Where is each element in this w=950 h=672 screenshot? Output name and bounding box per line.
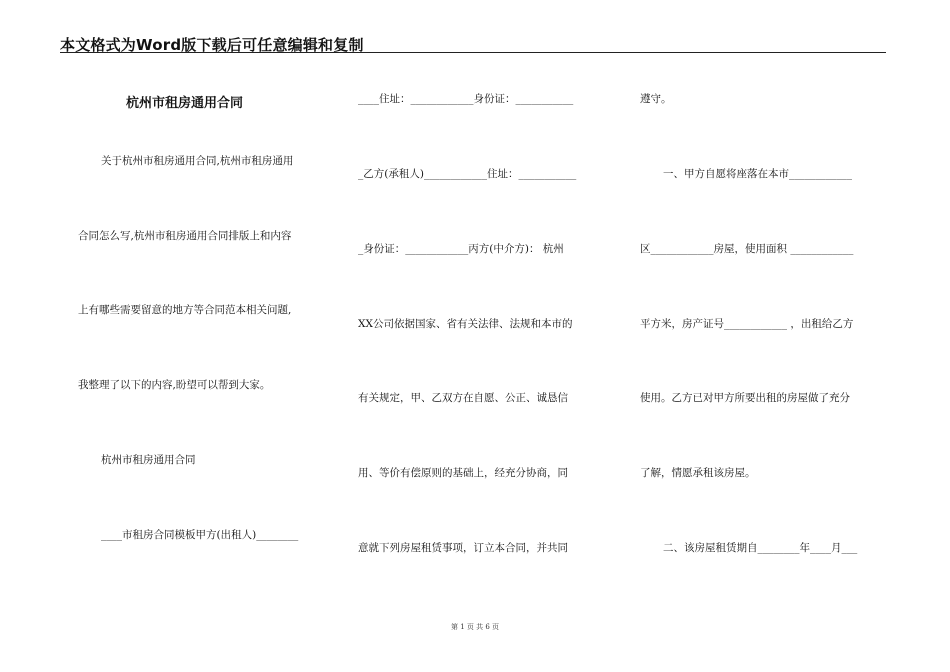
col3-line: 遵守。 (640, 93, 672, 105)
col1-line: 合同怎么写,杭州市租房通用合同排版上和内容 (78, 230, 292, 242)
col1-line: 上有哪些需要留意的地方等合同范本相关问题, (78, 304, 292, 316)
col3-line: 平方米，房产证号____________ ，出租给乙方 (640, 318, 854, 330)
col3-line: 区____________房屋，使用面积 ____________ (640, 243, 854, 255)
col3-line: 二、该房屋租赁期自________年____月___ (663, 542, 858, 554)
col3-line: 使用。乙方已对甲方所要出租的房屋做了充分 (640, 392, 850, 404)
header-divider (60, 52, 886, 53)
col2-line: ____住址：____________身份证：___________ (358, 93, 574, 105)
col1-line: 杭州市租房通用合同 (101, 454, 196, 466)
col2-line: _乙方(承租人)____________住址：___________ (358, 168, 577, 180)
document-title: 杭州市租房通用合同 (126, 96, 244, 111)
col3-line: 了解，情愿承租该房屋。 (640, 467, 756, 479)
page-number: 第 1 页 共 6 页 (450, 623, 500, 631)
col1-line: 我整理了以下的内容,盼望可以帮到大家。 (78, 379, 271, 391)
col2-line: 意就下列房屋租赁事项，订立本合同，并共同 (358, 542, 568, 554)
col2-line: _身份证：____________丙方(中介方)： 杭州 (358, 243, 564, 255)
page-header-title: 本文格式为Word版下载后可任意编辑和复制 (60, 36, 364, 54)
col2-line: XX公司依据国家、省有关法律、法规和本市的 (358, 318, 573, 330)
col1-line: 关于杭州市租房通用合同,杭州市租房通用 (101, 155, 294, 167)
col2-line: 有关规定，甲、乙双方在自愿、公正、诚恳信 (358, 392, 568, 404)
col2-line: 用、等价有偿原则的基础上，经充分协商，同 (358, 467, 568, 479)
col3-line: 一、甲方自愿将座落在本市____________ (663, 168, 852, 180)
col1-line: ____市租房合同模板甲方(出租人)________ (101, 529, 299, 541)
